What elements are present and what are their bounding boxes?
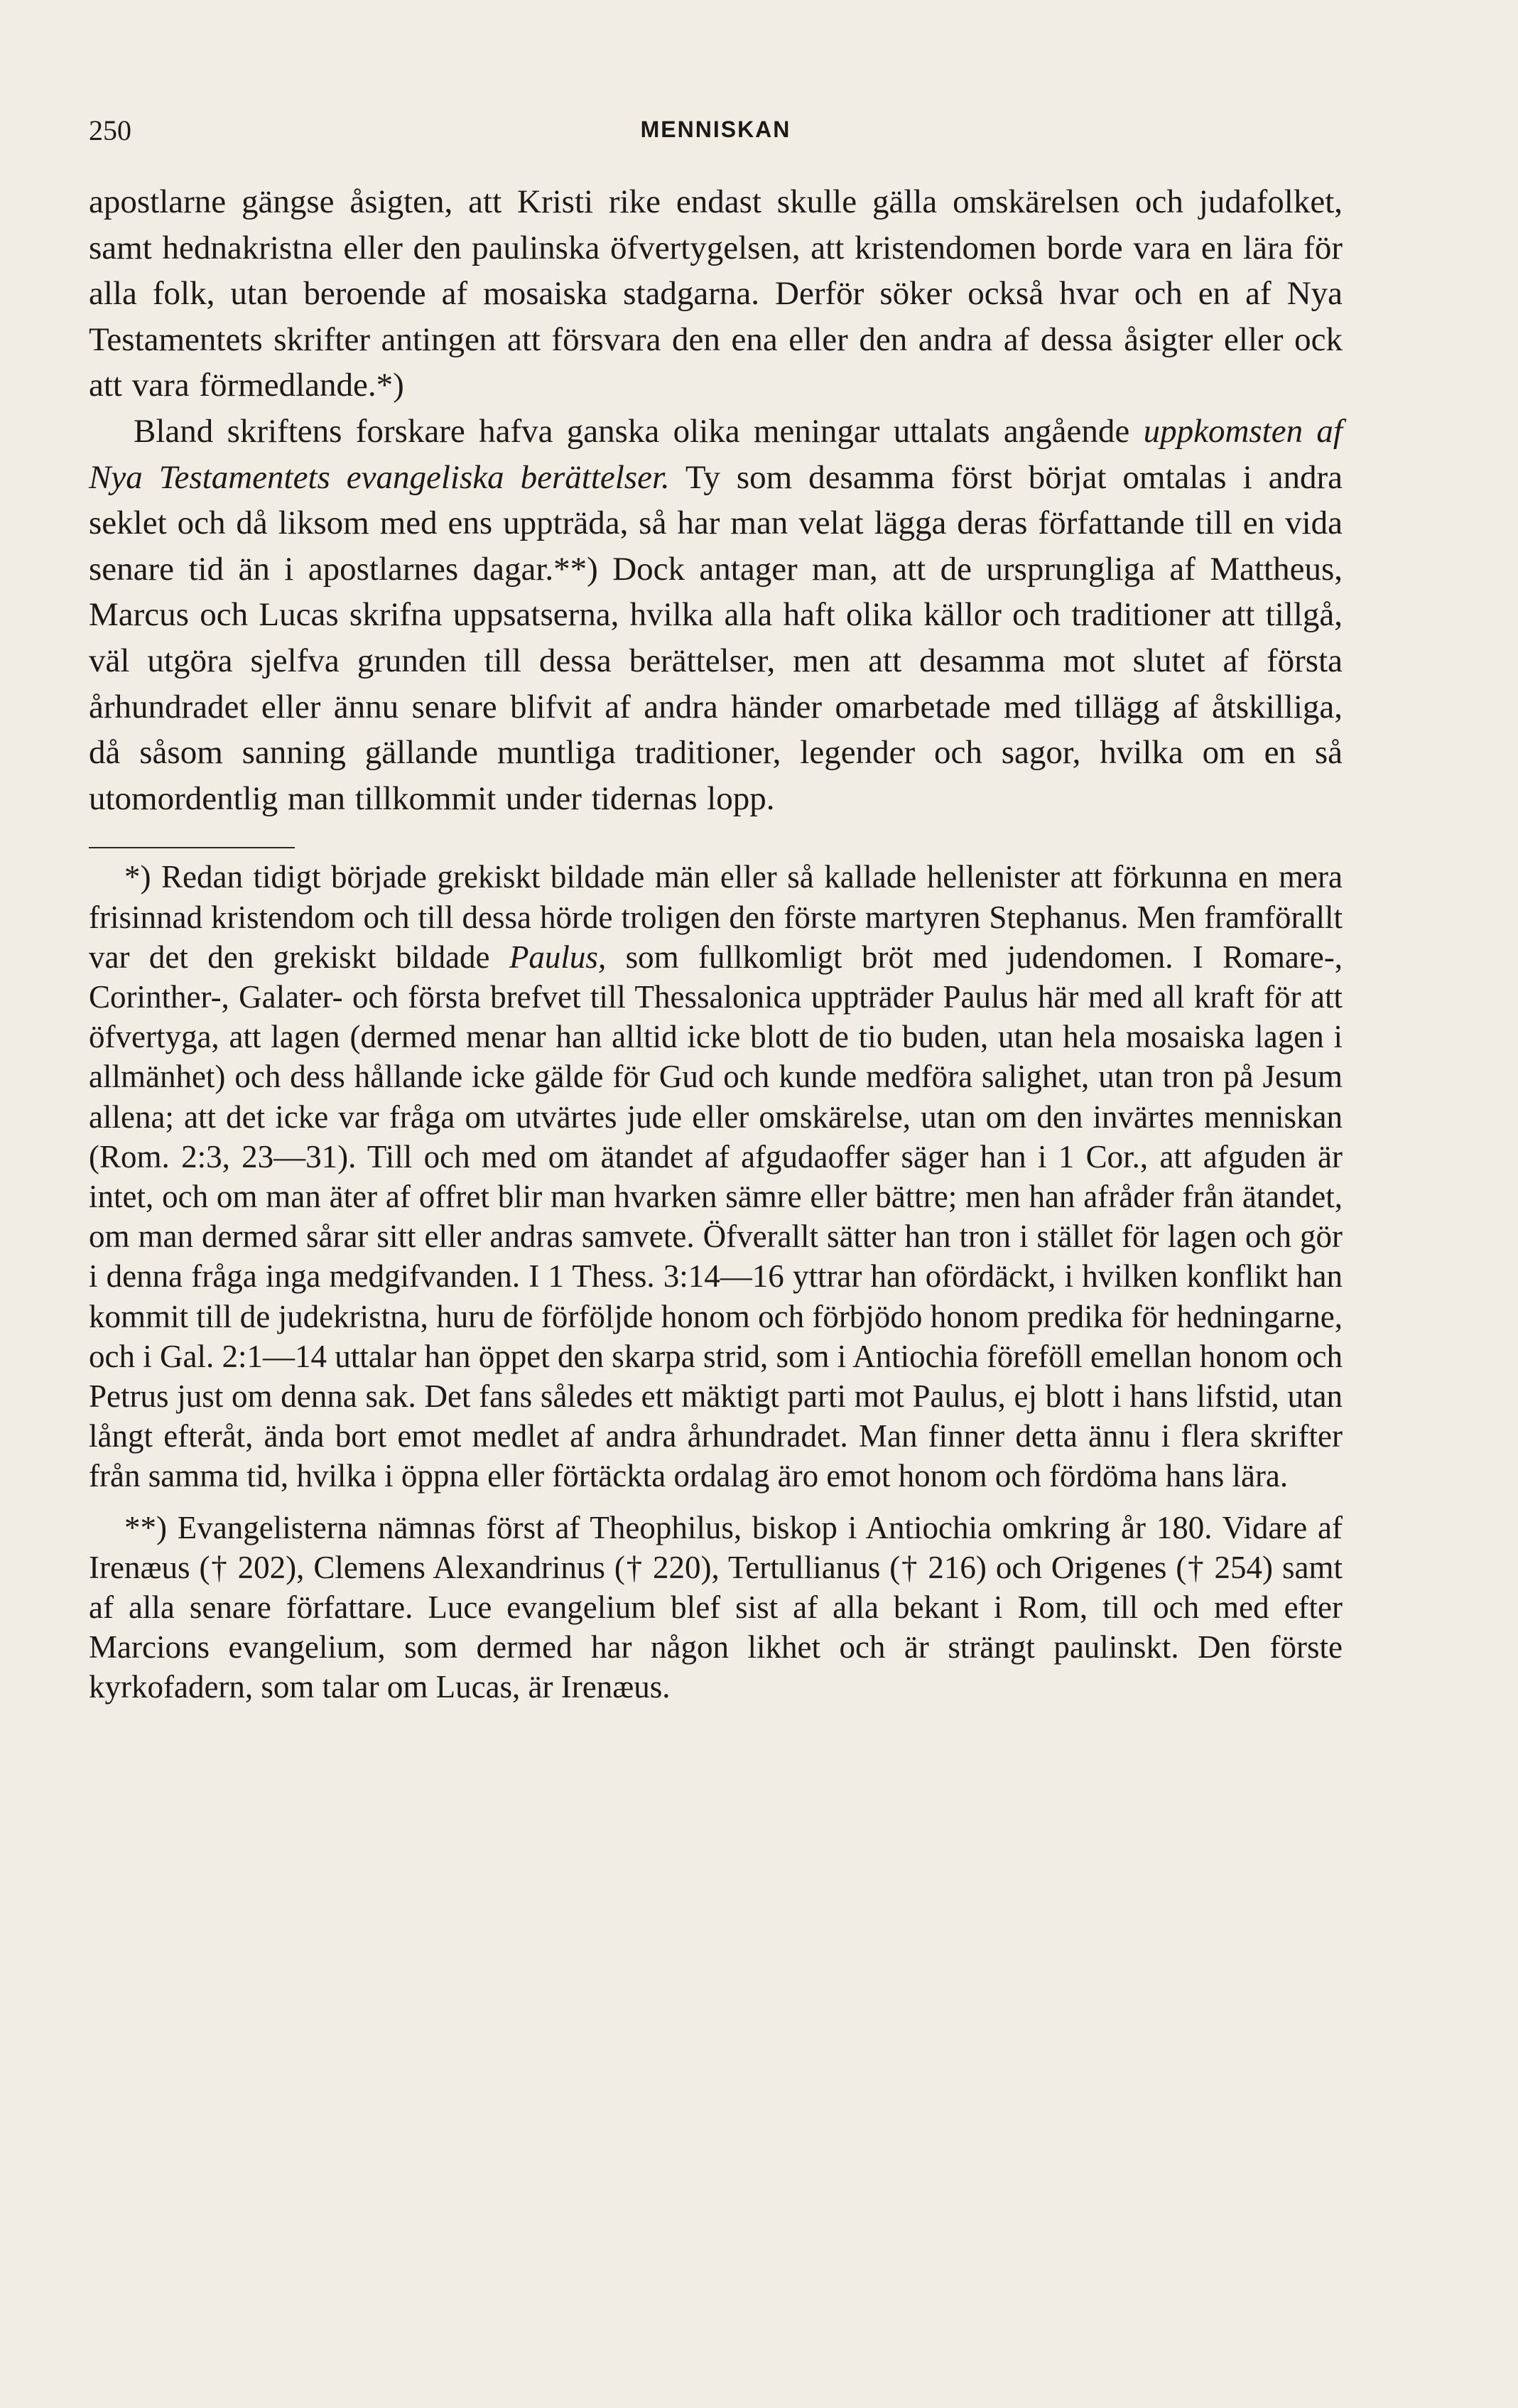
- paragraph-2-start: Bland skriftens forskare hafva ganska olika meningar uttalats angående: [134, 412, 1144, 450]
- footnote-2: **) Evangelisterna nämnas först af Theophilus, biskop i Antiochia omkring år 180. Vidare af Irenæus († 202), Clemens Alexandrinus († 220), Tertullianus († 216) och Origenes († 254) samt af alla senare författare. Luce evangelium blef sist af alla bekant i Rom, till och med efter Marcions evangelium, som dermed har någon likhet och är strängt paulinskt. Den förste kyrkofadern, som talar om Lucas, är Irenæus.: [89, 1509, 1343, 1705]
- footnote-1-start: *) Redan tidigt började grekiskt bildade män eller så kallade hellenister att förkunna en mera frisinnad kristendom och till dessa hörde troligen den förste martyren Stephanus. Men framförallt var det den grekiskt bildade: [89, 859, 1343, 975]
- paragraph-2-end: Ty som desamma först börjat omtalas i andra seklet och då liksom med ens uppträda, så har man velat lägga deras författande till en vida senare tid än i apostlarnes dagar.**) Dock antager man, att de ursprungliga af Mattheus, Marcus och Lucas skrifna uppsatserna, hvilka alla haft olika källor och traditioner att tillgå, väl utgöra sjelfva grunden till dessa berättelser, men att desamma mot slutet af första århundradet eller ännu senare blifvit af andra händer omarbetade med tillägg af åtskilliga, då såsom sanning gällande muntliga traditioner, legender och sagor, hvilka om en så utomordentlig man tillkommit under tidernas lopp.: [89, 458, 1343, 817]
- footnote-1-italic-name: Paulus,: [509, 939, 607, 975]
- footnote-1-end: som fullkomligt bröt med judendomen. I Romare-, Corinther-, Galater- och första brefvet till Thessalonica uppträder Paulus här med all kraft för att öfvertyga, att lagen (dermed menar han alltid icke blott de tio buden, utan hela mosaiska lagen i allmänhet) och dess hållande icke gälde för Gud och kunde medföra salighet, utan tron på Jesum allena; att det icke var fråga om utvärtes jude eller omskärelse, utan om den invärtes menniskan (Rom. 2:3, 23—31). Till och med om ätandet af afgudaoffer säger han i 1 Cor., att afguden är intet, och om man äter af offret blir man hvarken sämre eller bättre; men han afråder från ätandet, om man dermed sårar sitt eller andras samvete. Öfverallt sätter han tron i stället för lagen och gör i denna fråga inga medgifvanden. I 1 Thess. 3:14—16 yttrar han ofördäckt, i hvilken konflikt han kommit till de judekristna, huru de förföljde honom och förbjödo honom predika för hedningarne, och i Gal. 2:1—14 uttalar han öppet den skarpa strid, som i Antiochia föreföll emellan honom och Petrus just om denna sak. Det fans således ett mäktigt parti mot Paulus, ej blott i hans lifstid, utan långt efteråt, ända bort emot medlet af andra århundradet. Man finner detta ännu i flera skrifter från samma tid, hvilka i öppna eller förtäckta ordalag äro emot honom och fördöma hans lära.: [89, 939, 1343, 1494]
- footnote-divider: [89, 847, 295, 848]
- footnote-1: [89, 857, 1343, 1496]
- paragraph-2-italic-phrase: uppkomsten af Nya Testamentets evangeliska berättelser.: [89, 412, 1343, 496]
- page-body: [89, 179, 1343, 1707]
- paragraph-1: apostlarne gängse åsigten, att Kristi rike endast skulle gälla omskärelsen och judafolket, samt hednakristna eller den paulinska öfvertygelsen, att kristendomen borde vara en lära för alla folk, utan beroende af mosaiska stadgarna. Derför söker också hvar och en af Nya Testamentets skrifter antingen att försvara den ena eller den andra af dessa åsigter eller ock att vara förmedlande.*): [89, 183, 1343, 404]
- main-text: [89, 179, 1343, 821]
- running-title: MENNISKAN: [640, 117, 791, 142]
- footnotes: [89, 857, 1343, 1707]
- page-number: 250: [89, 114, 131, 146]
- page-header: [89, 114, 1343, 156]
- paragraph-2: [89, 409, 1343, 821]
